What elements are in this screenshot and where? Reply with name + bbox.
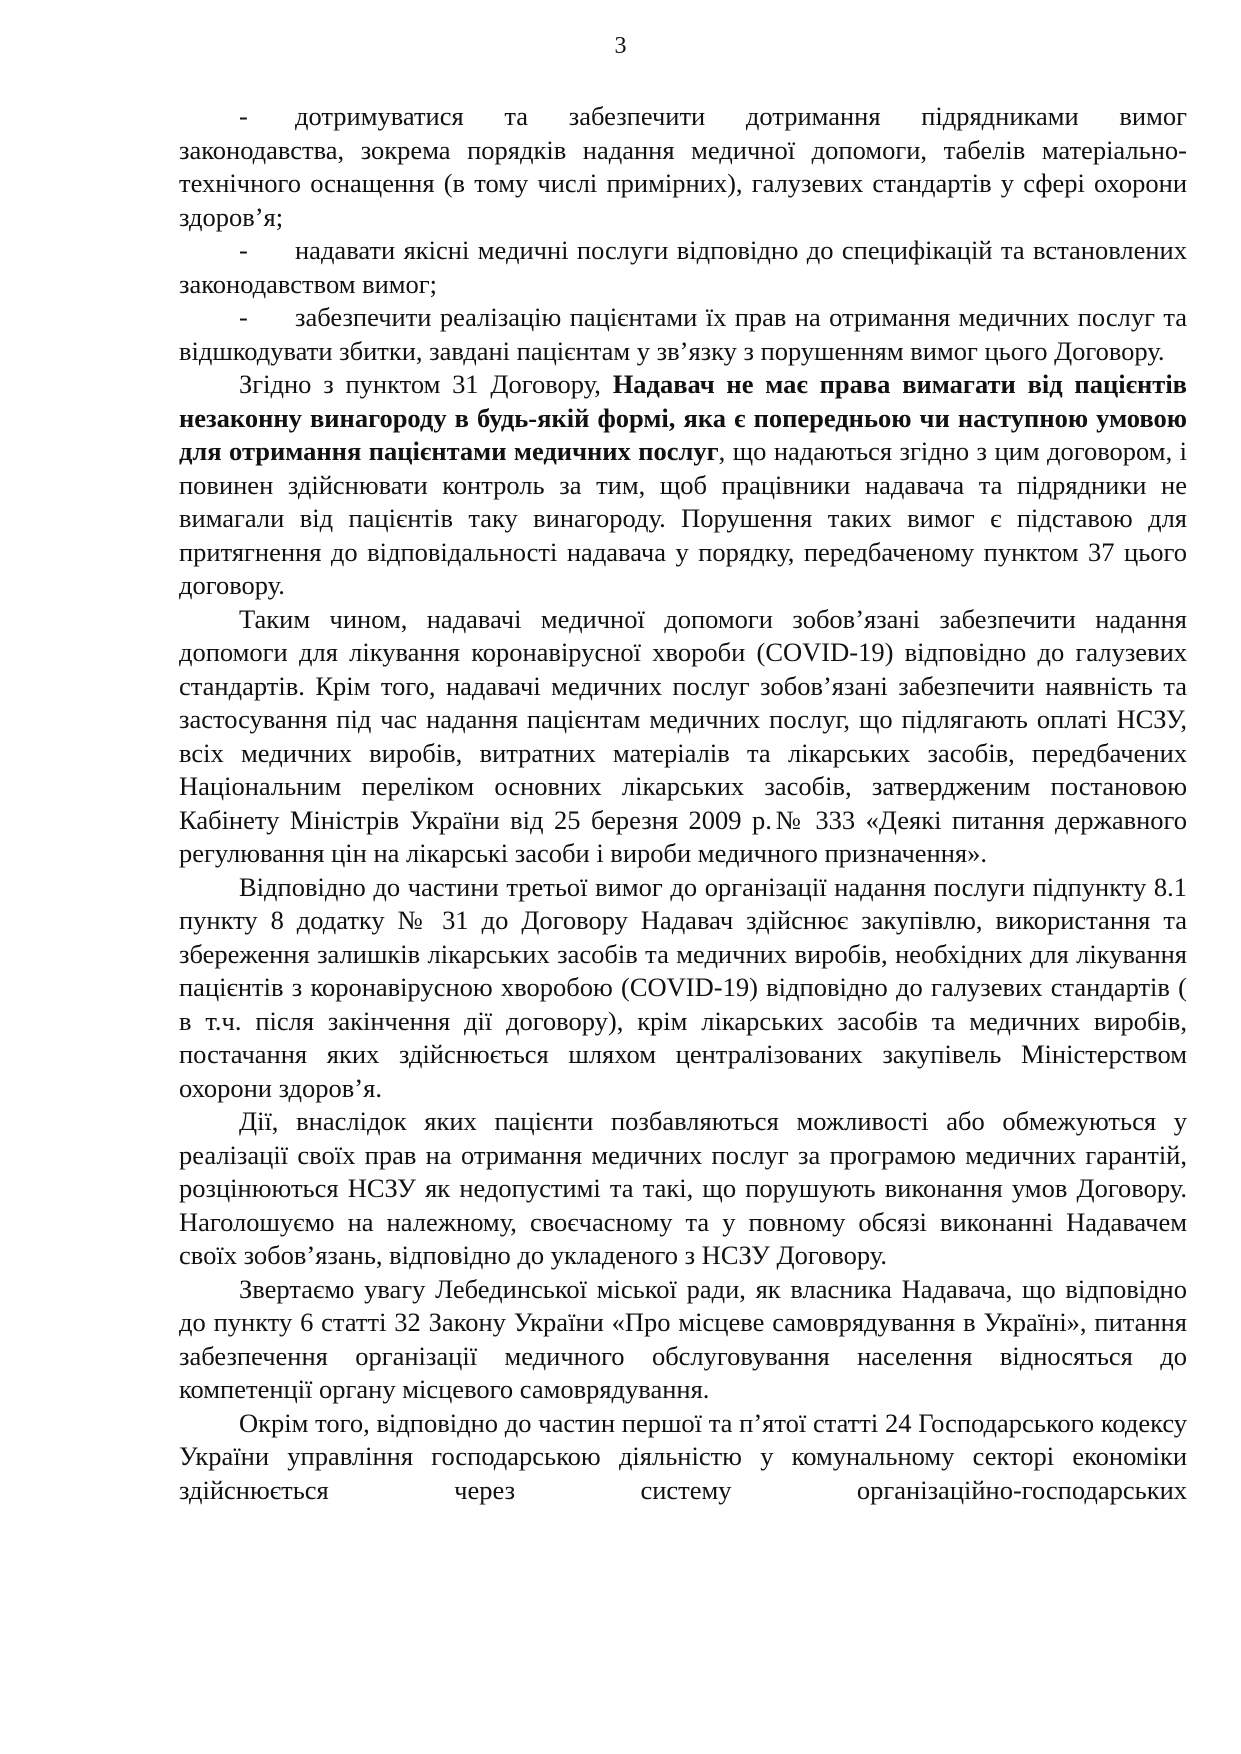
paragraph-contract-clause-31 (179, 368, 1187, 603)
paragraph-city-council: Звертаємо увагу Лебединської міської ради, як власника Надавача, що відповідно до пункту 6 статті 32 Закону України «Про місцеве самоврядування в Україні», питання забезпечення організації медичного обслуговування населення відносяться до компетенції органу місцевого самоврядування. (179, 1273, 1187, 1404)
bullet-item (179, 100, 1187, 234)
paragraph-text: Згідно з пунктом 31 Договору, (239, 369, 613, 399)
page-number: 3 (614, 33, 627, 59)
paragraph-text: , що надаються згідно з цим договором, і повинен здійснювати контроль за тим, щоб працівники надавача та підрядники не вимагали від пацієнтів таку винагороду. Порушення таких вимог є підставою для притягнення до відповідальності надавача у порядку, передбаченому пунктом 37 цього договору. (179, 436, 1187, 600)
bullet-item (179, 234, 1187, 301)
document-body (179, 100, 1187, 1507)
paragraph-violations: Дії, внаслідок яких пацієнти позбавляються можливості або обмежуються у реалізації своїх прав на отримання медичних послуг за програмою медичних гарантій, розцінюються НСЗУ як недопустимі та такі, що порушують виконання умов Договору. Наголошуємо на належному, своєчасному та у повному обсязі виконанні Надавачем своїх зобов’язань, відповідно до укладеного з НСЗУ Договору. (179, 1106, 1187, 1270)
bullet-text: надавати якісні медичні послуги відповідно до специфікацій та встановлених законодавством вимог; (179, 235, 1187, 299)
bullet-dash: - (239, 101, 248, 131)
bullet-text: дотримуватися та забезпечити дотримання підрядниками вимог законодавства, зокрема порядків надання медичної допомоги, табелів матеріально-технічного оснащення (в тому числі примірних), галузевих стандартів у сфері охорони здоров’я; (179, 101, 1187, 232)
bold-emphasis-text: Надавач не має права вимагати від пацієнтів незаконну винагороду в будь-якій формі, яка є попередньою чи наступною умовою для отримання пацієнтами медичних послуг (179, 369, 1187, 466)
paragraph-commercial-code: Окрім того, відповідно до частин першої та п’ятої статті 24 Господарського кодексу України управління господарською діяльністю у комунальному секторі економіки здійснюється через систему організаційно-господарських (179, 1407, 1187, 1505)
bullet-item (179, 301, 1187, 368)
bullet-text: забезпечити реалізацію пацієнтами їх прав на отримання медичних послуг та відшкодувати збитки, завдані пацієнтам у зв’язку з порушенням вимог цього Договору. (179, 302, 1187, 366)
bullet-dash: - (239, 302, 248, 332)
paragraph-procurement: Відповідно до частини третьої вимог до організації надання послуги підпункту 8.1 пункту 8 додатку № 31 до Договору Надавач здійснює закупівлю, використання та збереження залишків лікарських засобів та медичних виробів, необхідних для лікування пацієнтів з коронавірусною хворобою (COVID-19) відповідно до галузевих стандартів ( в т.ч. після закінчення дії договору), крім лікарських засобів та медичних виробів, постачання яких здійснюється шляхом централізованих закупівель Міністерством охорони здоров’я. (179, 871, 1187, 1103)
bullet-dash: - (239, 235, 248, 265)
paragraph-obligations: Таким чином, надавачі медичної допомоги зобов’язані забезпечити надання допомоги для лікування коронавірусної хвороби (COVID-19) відповідно до галузевих стандартів. Крім того, надавачі медичних послуг зобов’язані забезпечити наявність та застосування під час надання пацієнтам медичних послуг, що підлягають оплаті НСЗУ, всіх медичних виробів, витратних матеріалів та лікарських засобів, передбачених Національним переліком основних лікарських засобів, затвердженим постановою Кабінету Міністрів України від 25 березня 2009 р.№ 333 «Деякі питання державного регулювання цін на лікарські засоби і вироби медичного призначення». (179, 603, 1187, 868)
